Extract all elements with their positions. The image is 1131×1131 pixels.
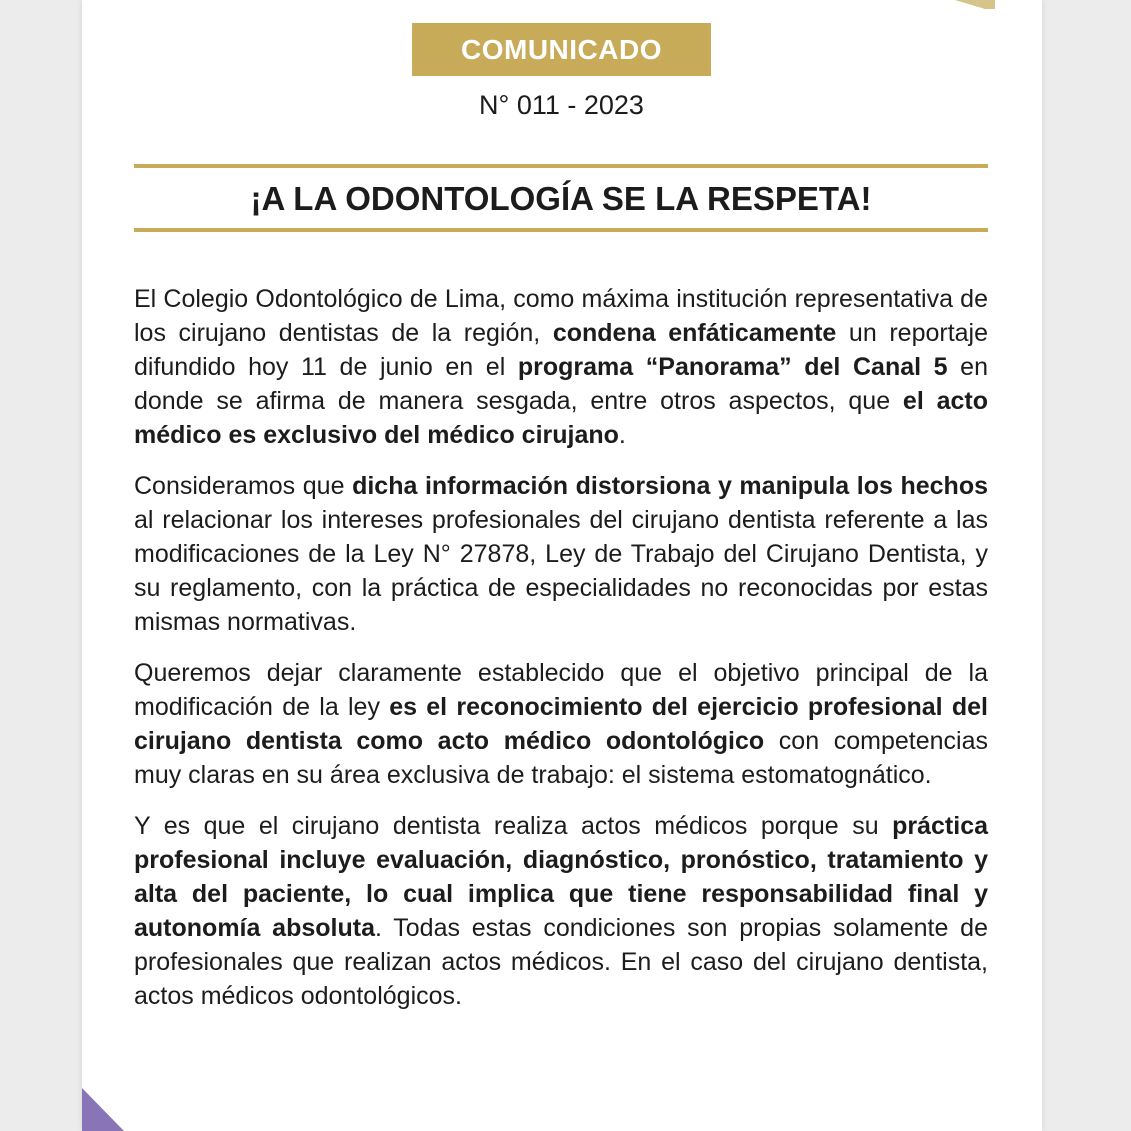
- paragraph-4: [134, 809, 988, 1013]
- body-text: [134, 282, 988, 1030]
- bold-text: práctica profesional incluye evaluación, diagnóstico, pronóstico, tratamiento y alta del paciente, lo cual implica que tiene responsabilidad final y autonomía absoluta: [134, 812, 988, 942]
- bold-text: dicha información distorsiona y manipula los hechos: [352, 472, 988, 500]
- text: Consideramos que: [134, 472, 353, 500]
- text: . Todas estas condiciones son propias solamente de profesionales que realizan actos médicos. En el caso del cirujano dentista, actos médicos odontológicos.: [134, 914, 988, 1010]
- text: Queremos dejar claramente establecido que el objetivo principal de la modificación de la ley: [134, 659, 988, 721]
- bold-text: el acto médico es exclusivo del médico cirujano: [134, 387, 988, 449]
- text: al relacionar los intereses profesionales del cirujano dentista referente a las modificaciones de la Ley N° 27878, Ley de Trabajo del Cirujano Dentista, y su reglamento, con la práctica de especialidades no reconocidas por estas mismas normativas.: [134, 506, 988, 636]
- paragraph-3: [134, 656, 988, 792]
- document-number: N° 011 - 2023: [479, 90, 644, 120]
- paragraph-2: [134, 469, 988, 639]
- comunicado-badge: COMUNICADO: [412, 23, 711, 76]
- text: Y es que el cirujano dentista realiza actos médicos porque su: [134, 812, 893, 840]
- bold-text: condena enfáticamente: [552, 319, 837, 347]
- headline-bottom-rule: [134, 228, 988, 232]
- bold-text: es el reconocimiento del ejercicio profesional del cirujano dentista como acto médico odontológico: [134, 693, 988, 755]
- text: un reportaje difundido hoy 11 de junio en el: [134, 319, 989, 381]
- text: en donde se afirma de manera sesgada, entre otros aspectos, que: [134, 353, 988, 415]
- headline: ¡A LA ODONTOLOGÍA SE LA RESPETA!: [250, 180, 872, 217]
- headline-top-rule: [134, 164, 988, 168]
- bold-text: programa “Panorama” del Canal 5: [517, 353, 948, 381]
- text: .: [618, 421, 626, 449]
- text: con competencias muy claras en su área exclusiva de trabajo: el sistema estomatognático.: [134, 727, 988, 789]
- text: El Colegio Odontológico de Lima, como máxima institución representativa de los cirujano dentistas de la región,: [134, 285, 988, 347]
- paragraph-1: [134, 282, 988, 452]
